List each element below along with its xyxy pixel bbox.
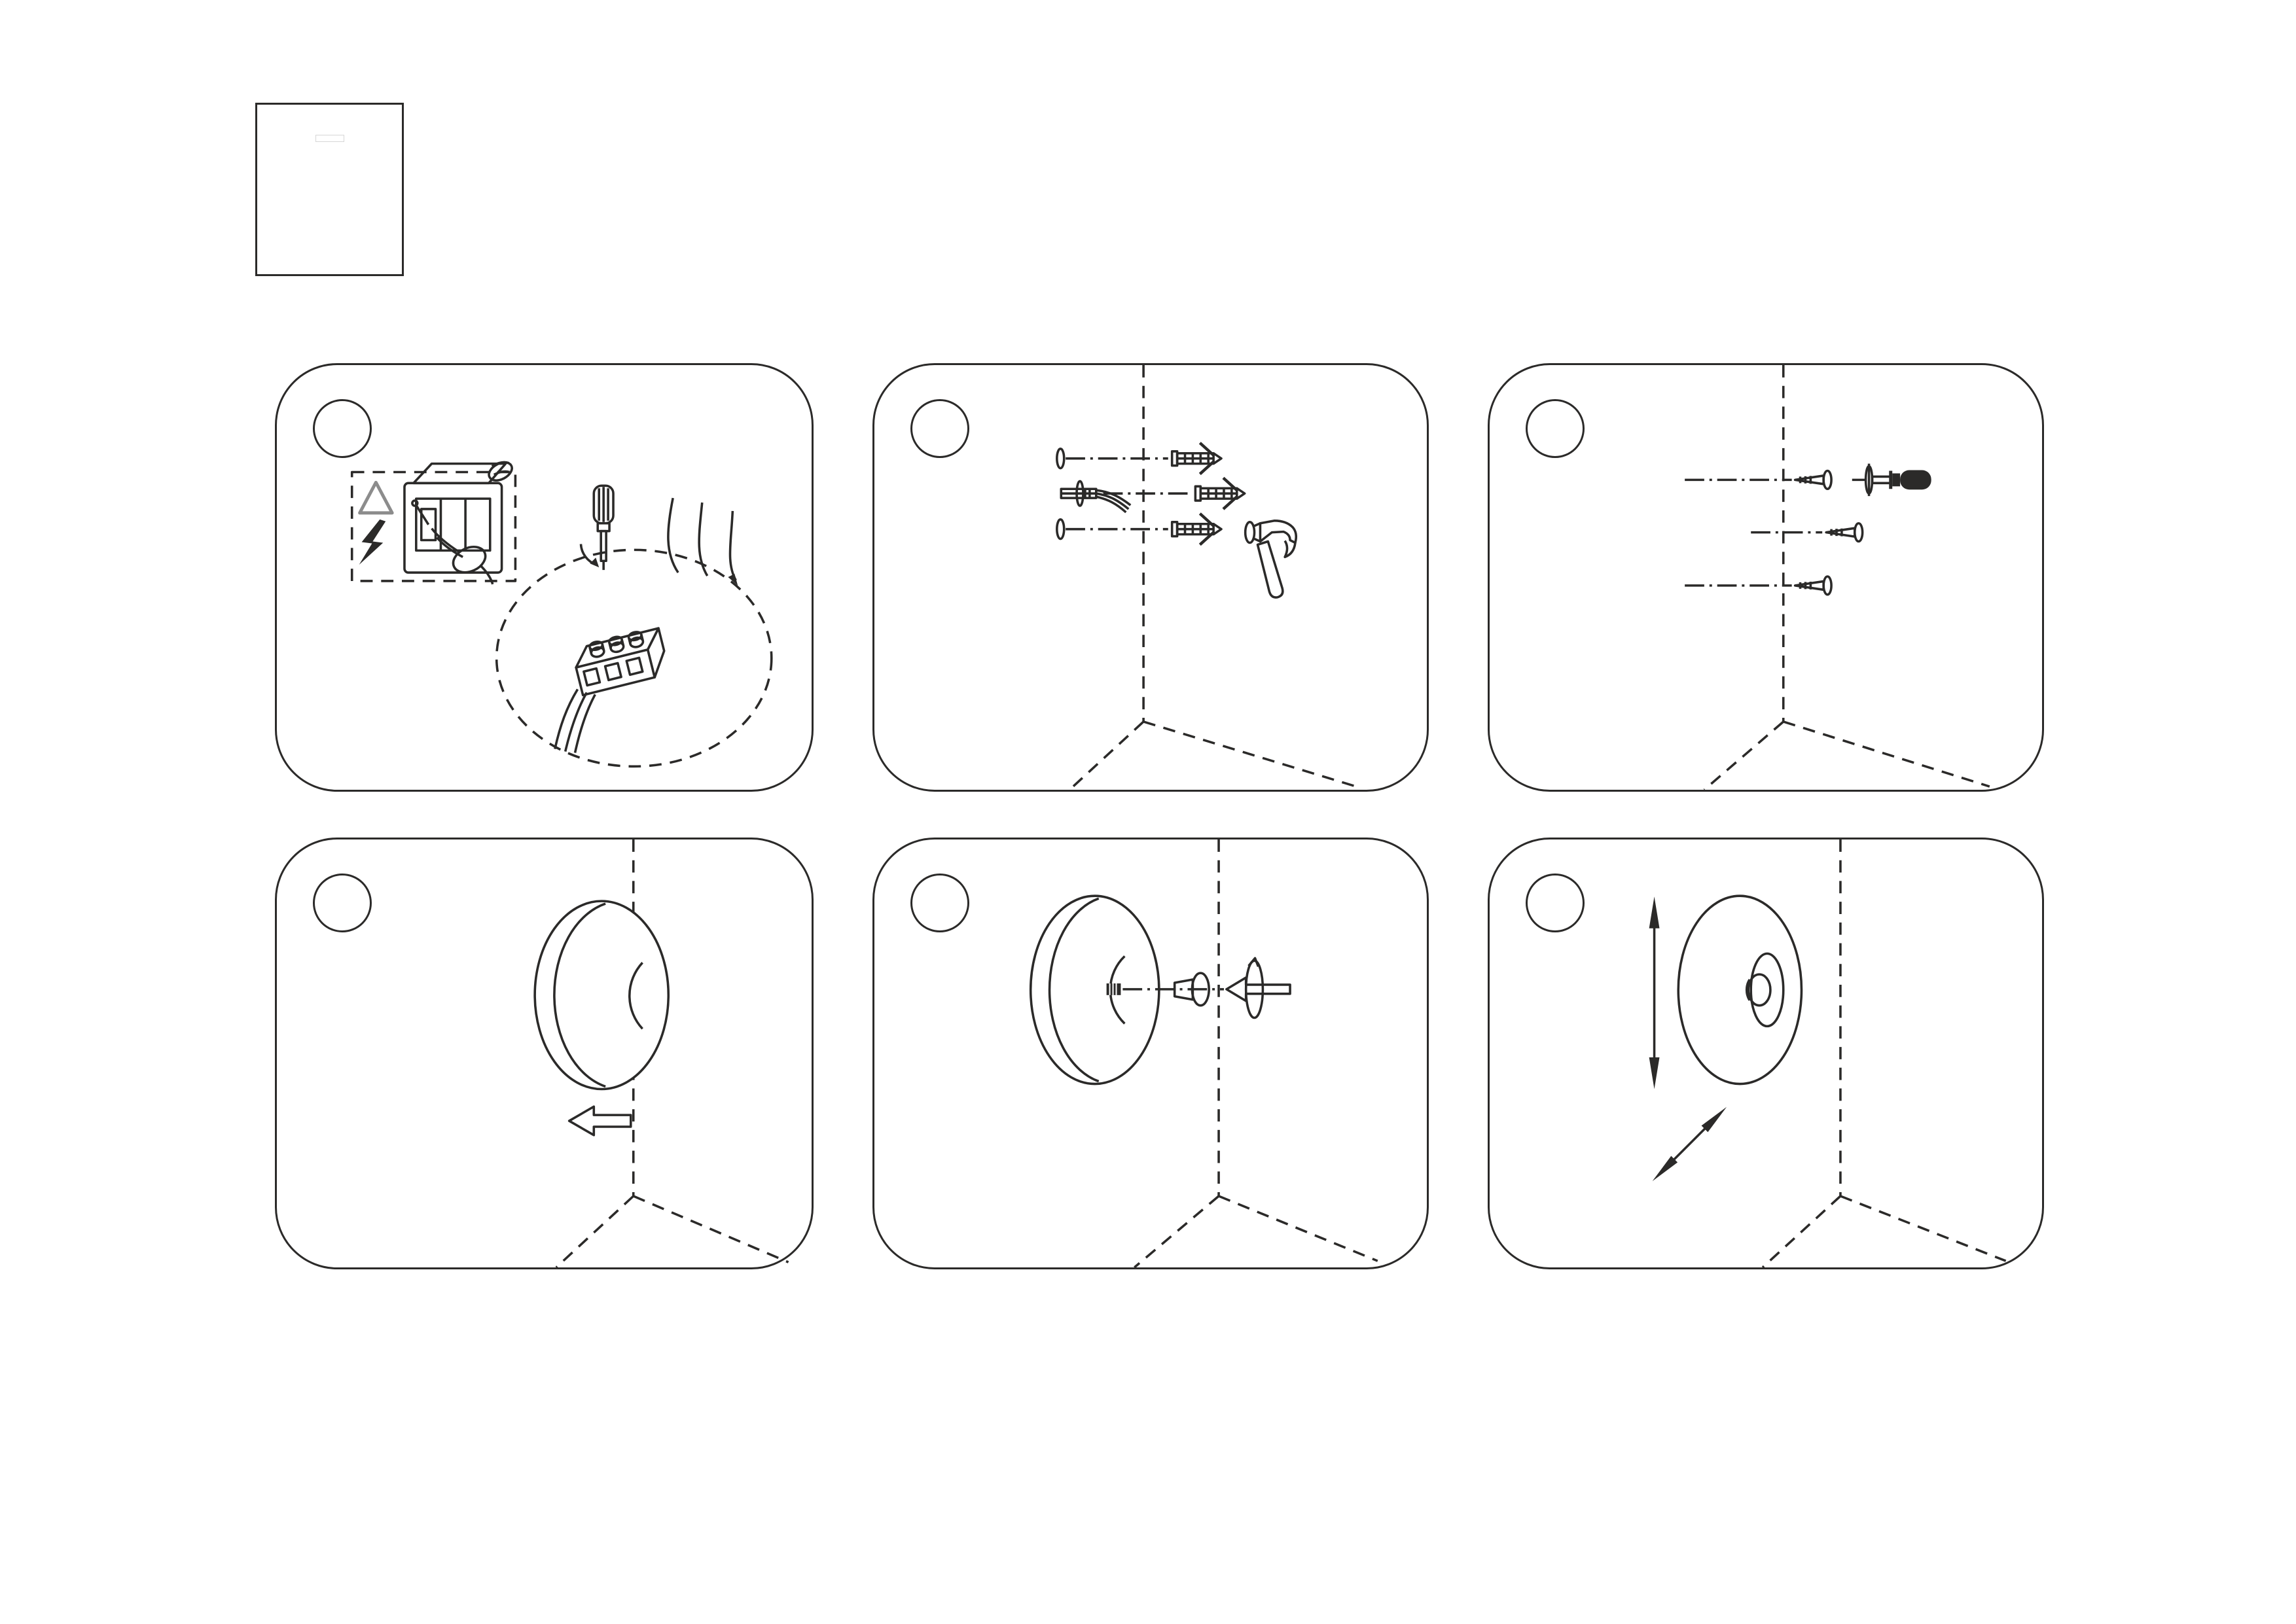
article-code [1041, 1336, 1237, 1383]
italian-flag-bar [278, 135, 382, 142]
step-panel-6 [1488, 838, 2044, 1269]
push-arrow-icon [1227, 978, 1290, 1001]
lightstar-logo [255, 103, 404, 276]
article-code [847, 1336, 1043, 1383]
step-number-2 [910, 399, 969, 458]
screwdriver-icon [1852, 464, 1931, 497]
step-number-1 [313, 399, 372, 458]
threaded-stud [1107, 983, 1121, 995]
articles-title [1525, 186, 2036, 246]
article-code [656, 1336, 852, 1383]
step-number-3 [1526, 399, 1585, 458]
flag-white [315, 135, 344, 142]
hammer-icon [1246, 521, 1297, 597]
mains-wires [668, 498, 738, 586]
article-code [462, 1336, 658, 1383]
fuse-box [404, 459, 515, 584]
screw-with-cable [1061, 481, 1130, 512]
terminal-wires [555, 689, 595, 752]
screwdriver-icon [581, 485, 613, 570]
lightning-icon [359, 520, 386, 565]
lamp-shade [535, 901, 668, 1089]
step-panel-4 [275, 838, 814, 1269]
terminal-block [571, 626, 670, 695]
website-url [1572, 1402, 1965, 1457]
qr-code [884, 1388, 1007, 1512]
step-panel-2 [872, 363, 1429, 792]
screw-icon [1057, 520, 1064, 539]
step-panel-3 [1488, 363, 2044, 792]
depth-dimension-arrow [1649, 1104, 1730, 1184]
screw-icon [1057, 449, 1064, 468]
step-number-5 [910, 874, 969, 932]
step-panel-5 [872, 838, 1429, 1269]
push-arrow-icon [569, 1106, 631, 1135]
qr-code [499, 1388, 622, 1512]
qr-code [1077, 1388, 1201, 1512]
series-title [1558, 137, 2003, 181]
installed-lamp [1678, 896, 1801, 1084]
flag-green [278, 135, 315, 142]
flag-red [344, 135, 382, 142]
warning-triangle-icon [360, 482, 393, 513]
step-number-6 [1526, 874, 1585, 932]
step-panel-1 [275, 363, 814, 792]
diameter-dimension-arrow [1649, 896, 1660, 1089]
qr-code [692, 1388, 816, 1512]
step-number-4 [313, 874, 372, 932]
